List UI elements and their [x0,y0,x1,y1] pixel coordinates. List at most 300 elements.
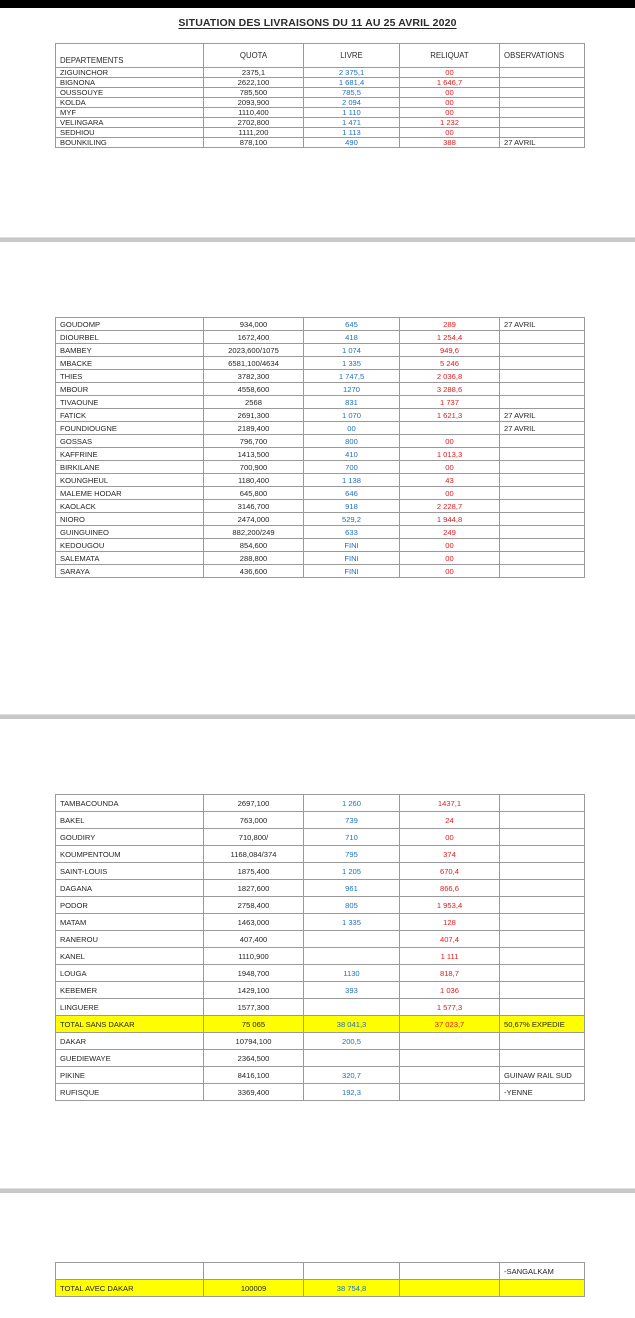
cell-quota: 1672,400 [204,331,304,344]
table-row [56,812,585,829]
cell-observations: 27 AVRIL [500,422,585,435]
cell-observations [500,448,585,461]
cell-reliquat [400,1067,500,1084]
cell-quota: 288,800 [204,552,304,565]
cell-reliquat: 5 246 [400,357,500,370]
top-black-bar [0,0,635,8]
cell-quota: 1948,700 [204,965,304,982]
table-row [56,539,585,552]
cell-livre: 2 375,1 [304,68,400,78]
cell-departement: KANEL [56,948,204,965]
cell-quota: 6581,100/4634 [204,357,304,370]
table-row [56,487,585,500]
table-row [56,422,585,435]
cell-reliquat [400,1263,500,1280]
cell-quota: 882,200/249 [204,526,304,539]
table-row-total [56,1280,585,1297]
cell-reliquat: 1 737 [400,396,500,409]
cell-reliquat: 1 036 [400,982,500,999]
cell-departement: TOTAL SANS DAKAR [56,1016,204,1033]
table-row [56,108,585,118]
cell-departement: THIES [56,370,204,383]
table-body-page-3 [56,795,585,1101]
table-row [56,474,585,487]
cell-observations: GUINAW RAIL SUD [500,1067,585,1084]
table-row [56,1263,585,1280]
cell-reliquat: 2 036,8 [400,370,500,383]
cell-departement: KEDOUGOU [56,539,204,552]
cell-reliquat: 24 [400,812,500,829]
cell-departement: MBOUR [56,383,204,396]
table-row [56,897,585,914]
cell-quota: 1429,100 [204,982,304,999]
table-row [56,370,585,383]
cell-departement: MYF [56,108,204,118]
cell-observations [500,552,585,565]
cell-observations [500,88,585,98]
cell-quota: 2375,1 [204,68,304,78]
cell-livre: 918 [304,500,400,513]
table-row [56,68,585,78]
cell-reliquat: 388 [400,138,500,148]
cell-observations [500,128,585,138]
cell-observations [500,396,585,409]
table-row [56,1084,585,1101]
page-break-separator-2 [0,714,635,719]
cell-livre [304,1050,400,1067]
cell-observations [500,812,585,829]
cell-departement: BIRKILANE [56,461,204,474]
cell-reliquat: 00 [400,128,500,138]
cell-livre [304,948,400,965]
page-break-separator-3 [0,1188,635,1193]
table-row [56,863,585,880]
cell-livre [304,1263,400,1280]
cell-quota: 934,000 [204,318,304,331]
cell-livre: 700 [304,461,400,474]
cell-departement: KEBEMER [56,982,204,999]
cell-livre: 795 [304,846,400,863]
table-row [56,931,585,948]
cell-departement: PODOR [56,897,204,914]
cell-quota: 2474,000 [204,513,304,526]
cell-observations [500,999,585,1016]
cell-quota: 785,500 [204,88,304,98]
cell-observations [500,331,585,344]
cell-quota: 1463,000 [204,914,304,931]
table-row [56,500,585,513]
cell-observations [500,846,585,863]
cell-livre: 320,7 [304,1067,400,1084]
cell-reliquat: 3 288,6 [400,383,500,396]
cell-departement: SARAYA [56,565,204,578]
column-header-reliquat: RELIQUAT [400,44,500,68]
cell-reliquat [400,1033,500,1050]
cell-observations [500,880,585,897]
table-row [56,1050,585,1067]
cell-quota: 1180,400 [204,474,304,487]
cell-departement: KAFFRINE [56,448,204,461]
table-row [56,948,585,965]
cell-quota: 2568 [204,396,304,409]
cell-quota: 1413,500 [204,448,304,461]
deliveries-table-page-2 [55,317,585,578]
cell-departement: KOUNGHEUL [56,474,204,487]
cell-livre: 490 [304,138,400,148]
cell-livre: 1 138 [304,474,400,487]
table-row [56,98,585,108]
cell-livre: 1 260 [304,795,400,812]
cell-departement: OUSSOUYE [56,88,204,98]
cell-reliquat: 1 944,8 [400,513,500,526]
cell-departement: SALEMATA [56,552,204,565]
cell-reliquat: 1 953,4 [400,897,500,914]
table-row [56,526,585,539]
cell-departement: BOUNKILING [56,138,204,148]
cell-reliquat: 1 111 [400,948,500,965]
cell-livre: 800 [304,435,400,448]
cell-quota: 2697,100 [204,795,304,812]
table-row [56,999,585,1016]
cell-departement: GOUDOMP [56,318,204,331]
cell-reliquat: 1 013,3 [400,448,500,461]
cell-quota: 763,000 [204,812,304,829]
cell-reliquat: 00 [400,552,500,565]
cell-departement: TIVAOUNE [56,396,204,409]
cell-departement: GUEDIEWAYE [56,1050,204,1067]
cell-observations [500,897,585,914]
cell-reliquat: 00 [400,461,500,474]
cell-reliquat: 43 [400,474,500,487]
cell-reliquat [400,1084,500,1101]
cell-observations [500,1280,585,1297]
cell-observations: 27 AVRIL [500,318,585,331]
cell-livre: 1270 [304,383,400,396]
cell-quota: 1577,300 [204,999,304,1016]
cell-departement: SEDHIOU [56,128,204,138]
cell-departement: NIORO [56,513,204,526]
cell-reliquat: 00 [400,565,500,578]
cell-quota: 3146,700 [204,500,304,513]
cell-departement: GOSSAS [56,435,204,448]
cell-reliquat: 00 [400,487,500,500]
cell-reliquat: 00 [400,108,500,118]
cell-livre: 38 754,8 [304,1280,400,1297]
cell-quota: 2364,500 [204,1050,304,1067]
table-row [56,513,585,526]
cell-reliquat [400,422,500,435]
column-header-livre: LIVRE [304,44,400,68]
cell-observations [500,78,585,88]
cell-livre: 645 [304,318,400,331]
cell-quota: 4558,600 [204,383,304,396]
column-header-departements: DEPARTEMENTS [56,44,204,68]
cell-departement: FOUNDIOUGNE [56,422,204,435]
cell-livre: 200,5 [304,1033,400,1050]
cell-departement: LINGUERE [56,999,204,1016]
cell-observations [500,383,585,396]
cell-quota: 3369,400 [204,1084,304,1101]
cell-livre: 961 [304,880,400,897]
cell-departement: KOLDA [56,98,204,108]
cell-reliquat: 1 232 [400,118,500,128]
cell-observations [500,487,585,500]
cell-reliquat: 289 [400,318,500,331]
cell-reliquat: 670,4 [400,863,500,880]
cell-reliquat: 249 [400,526,500,539]
cell-livre: 831 [304,396,400,409]
cell-departement: SAINT-LOUIS [56,863,204,880]
table-row [56,1067,585,1084]
cell-livre: 1 471 [304,118,400,128]
cell-quota: 878,100 [204,138,304,148]
table-header-row [56,44,585,68]
cell-observations: -YENNE [500,1084,585,1101]
table-row [56,846,585,863]
cell-observations: -SANGALKAM [500,1263,585,1280]
cell-livre: 1 070 [304,409,400,422]
cell-quota [204,1263,304,1280]
cell-observations [500,931,585,948]
cell-observations [500,461,585,474]
cell-departement: VELINGARA [56,118,204,128]
page-break-separator-1 [0,237,635,242]
cell-quota: 75 065 [204,1016,304,1033]
cell-observations [500,526,585,539]
cell-observations [500,795,585,812]
cell-quota: 2622,100 [204,78,304,88]
cell-livre [304,931,400,948]
cell-observations [500,863,585,880]
page-4-section [0,1262,635,1297]
cell-quota: 1110,900 [204,948,304,965]
cell-reliquat: 1 621,3 [400,409,500,422]
table-row [56,552,585,565]
cell-livre: 1 110 [304,108,400,118]
cell-livre: 00 [304,422,400,435]
table-row [56,982,585,999]
cell-quota: 1111,200 [204,128,304,138]
cell-reliquat: 00 [400,68,500,78]
cell-livre: FINI [304,539,400,552]
cell-reliquat: 00 [400,88,500,98]
cell-departement: TOTAL AVEC DAKAR [56,1280,204,1297]
page-title: SITUATION DES LIVRAISONS DU 11 AU 25 AVRIL 2020 [178,17,457,29]
cell-departement: DAGANA [56,880,204,897]
cell-reliquat: 1 646,7 [400,78,500,88]
cell-quota: 854,600 [204,539,304,552]
cell-livre: 1 335 [304,914,400,931]
cell-observations [500,357,585,370]
cell-observations [500,513,585,526]
cell-observations [500,829,585,846]
cell-livre: 410 [304,448,400,461]
cell-quota: 3782,300 [204,370,304,383]
cell-reliquat: 374 [400,846,500,863]
cell-departement [56,1263,204,1280]
cell-quota: 2691,300 [204,409,304,422]
cell-livre: 1 747,5 [304,370,400,383]
cell-departement: RUFISQUE [56,1084,204,1101]
cell-observations [500,344,585,357]
cell-quota: 710,800/ [204,829,304,846]
cell-livre: 1 113 [304,128,400,138]
cell-observations [500,500,585,513]
table-row [56,448,585,461]
cell-observations [500,539,585,552]
table-row [56,461,585,474]
table-row [56,138,585,148]
deliveries-table-page-1 [55,43,585,148]
table-row [56,409,585,422]
cell-quota: 2023,600/1075 [204,344,304,357]
cell-livre: 38 041,3 [304,1016,400,1033]
cell-reliquat: 37 023,7 [400,1016,500,1033]
cell-livre: 785,5 [304,88,400,98]
table-row [56,128,585,138]
cell-observations [500,965,585,982]
cell-quota: 436,600 [204,565,304,578]
cell-departement: MALEME HODAR [56,487,204,500]
table-row [56,118,585,128]
cell-reliquat [400,1280,500,1297]
cell-observations [500,108,585,118]
cell-observations: 27 AVRIL [500,138,585,148]
cell-reliquat: 1437,1 [400,795,500,812]
page-2-section [0,317,635,578]
cell-departement: KOUMPENTOUM [56,846,204,863]
cell-observations [500,1050,585,1067]
cell-departement: LOUGA [56,965,204,982]
cell-livre: 739 [304,812,400,829]
cell-observations [500,98,585,108]
table-body-page-4 [56,1263,585,1297]
cell-livre: 805 [304,897,400,914]
table-row [56,383,585,396]
cell-quota: 1168,084/374 [204,846,304,863]
cell-livre: 1 335 [304,357,400,370]
column-header-observations: OBSERVATIONS [500,44,585,68]
cell-reliquat [400,1050,500,1067]
table-row [56,965,585,982]
cell-observations [500,474,585,487]
cell-livre: 633 [304,526,400,539]
cell-reliquat: 00 [400,435,500,448]
page-title-container [0,8,635,31]
cell-livre: 1 205 [304,863,400,880]
cell-reliquat: 128 [400,914,500,931]
page-1-section [0,43,635,148]
cell-livre: 2 094 [304,98,400,108]
cell-livre: 1 681,4 [304,78,400,88]
cell-reliquat: 818,7 [400,965,500,982]
cell-livre [304,999,400,1016]
cell-reliquat: 2 228,7 [400,500,500,513]
cell-reliquat: 949,6 [400,344,500,357]
cell-reliquat: 00 [400,539,500,552]
cell-livre: 1 074 [304,344,400,357]
table-row [56,1033,585,1050]
cell-observations [500,370,585,383]
cell-observations [500,68,585,78]
cell-departement: DAKAR [56,1033,204,1050]
cell-quota: 1110,400 [204,108,304,118]
cell-livre: FINI [304,552,400,565]
cell-departement: BAMBEY [56,344,204,357]
cell-departement: BIGNONA [56,78,204,88]
cell-observations [500,914,585,931]
cell-reliquat: 00 [400,829,500,846]
cell-livre: 646 [304,487,400,500]
cell-reliquat: 1 577,3 [400,999,500,1016]
table-body-page-1 [56,68,585,148]
table-header [56,44,585,68]
cell-observations: 50,67% EXPEDIE [500,1016,585,1033]
table-body-page-2 [56,318,585,578]
cell-livre: 418 [304,331,400,344]
cell-observations: 27 AVRIL [500,409,585,422]
cell-observations [500,118,585,128]
cell-departement: RANEROU [56,931,204,948]
table-row [56,829,585,846]
cell-quota: 1827,600 [204,880,304,897]
cell-quota: 407,400 [204,931,304,948]
cell-departement: KAOLACK [56,500,204,513]
table-row [56,880,585,897]
cell-quota: 2189,400 [204,422,304,435]
deliveries-table-page-3 [55,794,585,1101]
table-row [56,565,585,578]
cell-departement: ZIGUINCHOR [56,68,204,78]
table-row [56,78,585,88]
cell-quota: 2758,400 [204,897,304,914]
cell-livre: FINI [304,565,400,578]
cell-livre: 529,2 [304,513,400,526]
cell-departement: MATAM [56,914,204,931]
cell-livre: 1130 [304,965,400,982]
table-row-total [56,1016,585,1033]
cell-departement: MBACKE [56,357,204,370]
cell-reliquat: 00 [400,98,500,108]
cell-quota: 796,700 [204,435,304,448]
table-row [56,357,585,370]
cell-livre: 710 [304,829,400,846]
cell-departement: FATICK [56,409,204,422]
cell-departement: GOUDIRY [56,829,204,846]
column-header-quota: QUOTA [204,44,304,68]
cell-reliquat: 1 254,4 [400,331,500,344]
table-row [56,88,585,98]
page-3-section [0,794,635,1101]
cell-observations [500,948,585,965]
cell-observations [500,1033,585,1050]
cell-quota: 8416,100 [204,1067,304,1084]
cell-quota: 1875,400 [204,863,304,880]
cell-quota: 10794,100 [204,1033,304,1050]
cell-quota: 645,800 [204,487,304,500]
cell-quota: 700,900 [204,461,304,474]
cell-quota: 2093,900 [204,98,304,108]
cell-departement: GUINGUINEO [56,526,204,539]
table-row [56,331,585,344]
cell-reliquat: 407,4 [400,931,500,948]
cell-observations [500,982,585,999]
cell-departement: PIKINE [56,1067,204,1084]
cell-livre: 393 [304,982,400,999]
cell-quota: 2702,800 [204,118,304,128]
cell-departement: BAKEL [56,812,204,829]
cell-observations [500,565,585,578]
